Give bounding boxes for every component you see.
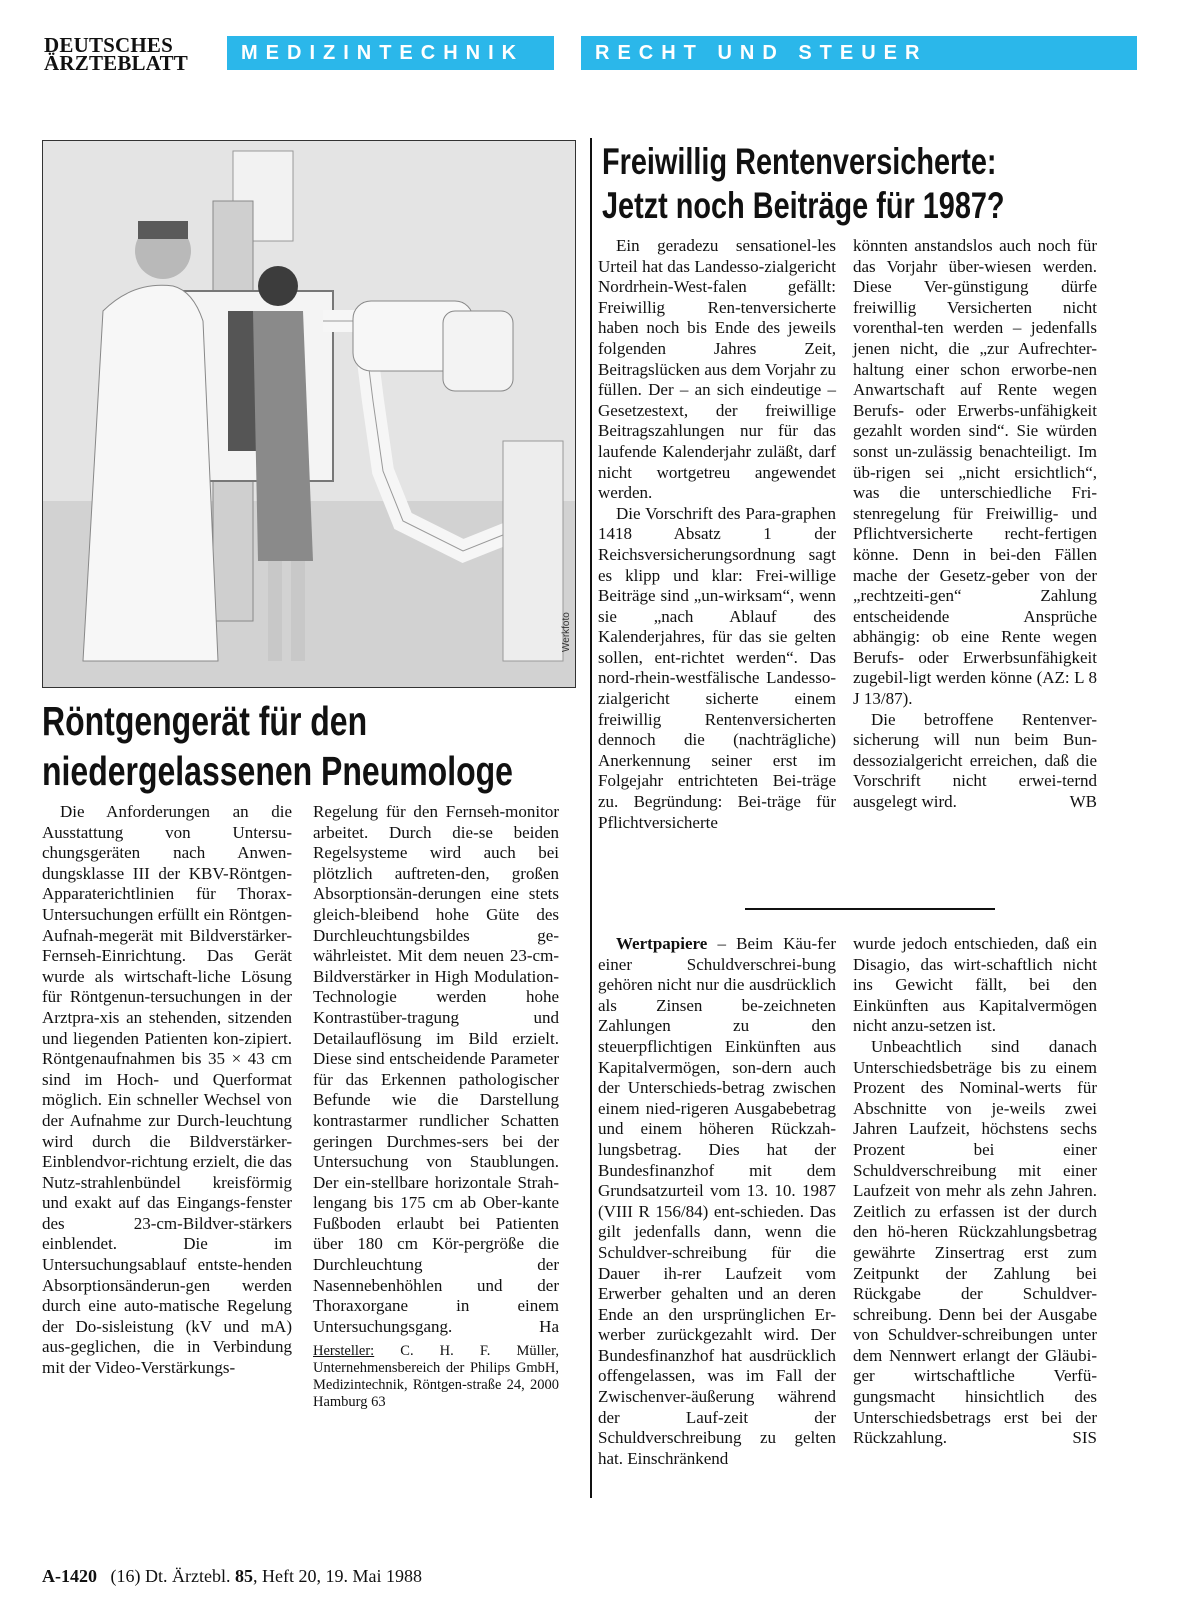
- article1-paragraph: [313, 802, 559, 1337]
- article2-paragraph: [853, 710, 1097, 813]
- photo-illustration: [43, 141, 575, 687]
- article2-paragraph: Die Vorschrift des Para-graphen 1418 Absatz 1 der Reichsversicherungsordnung sagt es klipp und klar: Frei-willige Beiträge sind „un-wirksam“, wenn sie „nach Ablauf des Kalenderjahres, für das sie gelten sollen, ent-richtet werden“. Das nord-rhein-westfälische Landesso-zialgericht sicherte einem freiwillig Rentenversicherten dennoch die (nachträgliche) Anerkennung seiner erst im Folgejahr entrichteten Bei-träge zu. Begründung: Bei-träge für Pflichtversicherte: [598, 503, 836, 832]
- page-footer: [42, 1566, 422, 1587]
- article1-column-1: [42, 802, 292, 1379]
- headline-line-2: Jetzt noch Beiträge für 1987?: [602, 185, 1005, 226]
- xray-device-photo: [42, 140, 576, 688]
- journal-reference: (16) Dt. Ärztebl.: [110, 1566, 231, 1586]
- article2-paragraph: könnten anstandslos auch noch für das Vorjahr über-wiesen werden. Diese Ver-günstigung dürfe freiwillig Versicherten nicht vorenthal-ten werden – jedenfalls jenen nicht, die „zur Aufrechter-haltung einer schon erworbe-nen Anwartschaft auf Rente wegen Berufs- oder Erwerbs-unfähigkeit gezahlt worden sind“. Sie würden sonst un-zulässig benachteiligt. Im üb-rigen sei „nicht ersichtlich“, was die unterschiedliche Fri-stenregelung für Freiwillig- und Pflichtversicherte recht-fertigen könne. Denn in bei-den Fällen mache der Gesetz-geber von der „rechtzeiti-gen“ Zahlung entscheidende Ansprüche abhängig: ob eine Rente wegen Berufs- oder Erwerbsunfähigkeit zugebil-ligt werden könne (AZ: L 8 J 13/87).: [853, 236, 1097, 709]
- issue-date: , Heft 20, 19. Mai 1988: [252, 1566, 422, 1586]
- article3-paragraph: wurde jedoch entschieden, daß ein Disagio, das wirt-schaftlich nicht ins Gewicht fällt, bei den Einkünften aus Kapitalvermögen nicht anzu-setzen ist.: [853, 934, 1097, 1036]
- manufacturer-text: C. H. F. Müller, Unternehmensbereich der Philips GmbH, Medizintechnik, Röntgen-straße 24, 2000 Hamburg 63: [313, 1343, 559, 1411]
- article-separator: [745, 908, 995, 910]
- article1-column-2: [313, 802, 559, 1411]
- manufacturer-label: Hersteller:: [313, 1343, 375, 1360]
- manufacturer-note: [313, 1343, 559, 1411]
- logo-line-2: ÄRZTEBLATT: [44, 51, 188, 75]
- publication-logo: [44, 33, 219, 75]
- author-signature: WB: [1069, 792, 1097, 812]
- headline-line-1: Röntgengerät für den: [42, 698, 368, 744]
- author-signature: SIS: [1072, 1428, 1097, 1448]
- photo-credit: Werkfoto: [561, 612, 572, 652]
- column-divider: [590, 138, 592, 1498]
- article3-column-1: [598, 934, 836, 1469]
- volume-number: 85: [234, 1566, 253, 1586]
- article3-final-text: Unbeachtlich sind danach Unterschiedsbeträge bis zu einem Prozent des Nominal-werts für Abschnitte von je-weils zwei Jahren Laufzeit, höchstens sechs Prozent bei einer Schuldverschreibung mit einer Laufzeit von mehr als zehn Jahren. Zeitlich zu erfassen ist der durch den hö-heren Rückzahlungsbetrag gewährte Zinsertrag erst zum Zeitpunkt der Zahlung bei Rückgabe der Schuldver-schreibung. Denn bei der Ausgabe von Schuldver-schreibungen unter dem Nennwert erlangt der Gläubi-ger wirtschaftliche Verfü-gungsmacht hinsichtlich des Unterschiedsbetrags erst bei der Rückzahlung.: [853, 1036, 1097, 1448]
- article3-keyword: Wertpapiere: [616, 934, 708, 953]
- article2-paragraph: Ein geradezu sensationel-les Urteil hat das Landesso-zialgericht Nordrhein-West-falen gefällt: Freiwillig Ren-tenversicherte haben noch bis Ende des jeweils folgenden Jahres Zeit, Beitragslücken aus dem Vorjahr zu füllen. Der – an sich eindeutige – Gesetzestext, der freiwillige Beitragszahlungen nur für das laufende Kalenderjahr zuläßt, darf nicht wortgetreu angewendet werden.: [598, 236, 836, 503]
- page-number: A-1420: [42, 1566, 97, 1586]
- logo-line-1: DEUTSCHES: [44, 33, 174, 57]
- article3-paragraph: [853, 1037, 1097, 1449]
- article1-paragraph: Die Anforderungen an die Ausstattung von Untersu-chungsgeräten nach Anwen-dungsklasse III der KBV-Röntgen-Apparaterichtlinien für Thorax-Untersuchungen erfüllt ein Röntgen-Aufnah-megerät mit Bildverstärker-Fernseh-Einrichtung. Das Gerät wurde als wirtschaft-liche Lösung für Röntgenun-tersuchungen in der Arztpra-xis an stehenden, sitzenden und liegenden Patienten kon-zipiert. Röntgenaufnahmen bis 35 × 43 cm sind im Hoch- und Querformat möglich. Ein schneller Wechsel von der Aufnahme zur Durch-leuchtung wird durch die Bildverstärker-Einblendvor-richtung erzielt, die das Nutz-strahlenbündel kreisförmig und exakt auf das Eingangs-fenster des 23-cm-Bildver-stärkers einblendet. Die im Untersuchungsablauf entste-henden Absorptionsänderun-gen werden durch eine auto-matische Regelung der Do-sisleistung (kV und mA) aus-geglichen, die in Verbindung mit der Video-Verstärkungs-: [42, 802, 292, 1378]
- article-headline-roentgengeraet: [42, 696, 513, 796]
- article3-column-2: [853, 934, 1097, 1449]
- headline-line-2: niedergelassenen Pneumologe: [42, 748, 513, 794]
- article2-column-1: [598, 236, 836, 833]
- article2-column-2: [853, 236, 1097, 813]
- article3-paragraph: [598, 934, 836, 1469]
- article3-col1-text: – Beim Käu-fer einer Schuldverschrei-bung gehören nicht nur die ausdrücklich als Zinsen be-zeichneten Zahlungen zu den steuerpflichtigen Einkünften aus Kapitalvermögen, son-dern auch der Unterschieds-betrag zwischen einem nied-rigeren Ausgabebetrag und einem höheren Rückzah-lungsbetrag. Dies hat der Bundesfinanzhof mit dem Grundsatzurteil vom 13. 10. 1987 (VIII R 156/84) ent-schieden. Das gilt jedenfalls dann, wenn die Schuldver-schreibung für die Dauer ih-rer Laufzeit vom Erwerber gehalten und an deren Ende an den ursprünglichen Er-werber zurückgezahlt wird. Der Bundesfinanzhof hat ausdrücklich offengelassen, was im Fall der Zwischenver-äußerung während der Lauf-zeit der Schuldverschreibung zu gelten hat. Einschränkend: [598, 934, 836, 1468]
- section-band-recht-und-steuer: RECHT UND STEUER: [581, 36, 1137, 70]
- section-band-medizintechnik: MEDIZINTECHNIK: [227, 36, 554, 70]
- article-headline-rentenversicherte: [602, 140, 1070, 228]
- article2-final-text: Die betroffene Rentenver-sicherung will nun beim Bun-dessozialgericht erreichen, daß die Vorschrift nicht erwei-ternd ausgelegt wird.: [853, 709, 1097, 812]
- author-signature: Ha: [539, 1316, 559, 1336]
- headline-line-1: Freiwillig Rentenversicherte:: [602, 141, 997, 182]
- article1-col2-text: Regelung für den Fernseh-monitor arbeitet. Durch die-se beiden Regelsysteme wird auch bei plötzlich auftreten-den, großen Absorptionsän-derungen eine stets gleich-bleibend hohe Güte des Durchleuchtungsbildes ge-währleistet. Mit dem neuen 23-cm-Bildverstärker in High Modulation-Technologie werden hohe Kontrastüber-tragung und Detailauflösung im Bild erzielt. Diese sind entscheidende Parameter für das Erkennen pathologischer Befunde wie die Darstellung kontrastarmer rundlicher Schatten geringen Durchmes-sers bei der Untersuchung von Staublungen. Der ein-stellbare horizontale Strah-lengang bis 175 cm ab Ober-kante Fußboden erlaubt bei Patienten über 180 cm Kör-pergröße die Durchleuchtung der Nasennebenhöhlen und der Thoraxorgane in einem Untersuchungsgang.: [313, 802, 559, 1336]
